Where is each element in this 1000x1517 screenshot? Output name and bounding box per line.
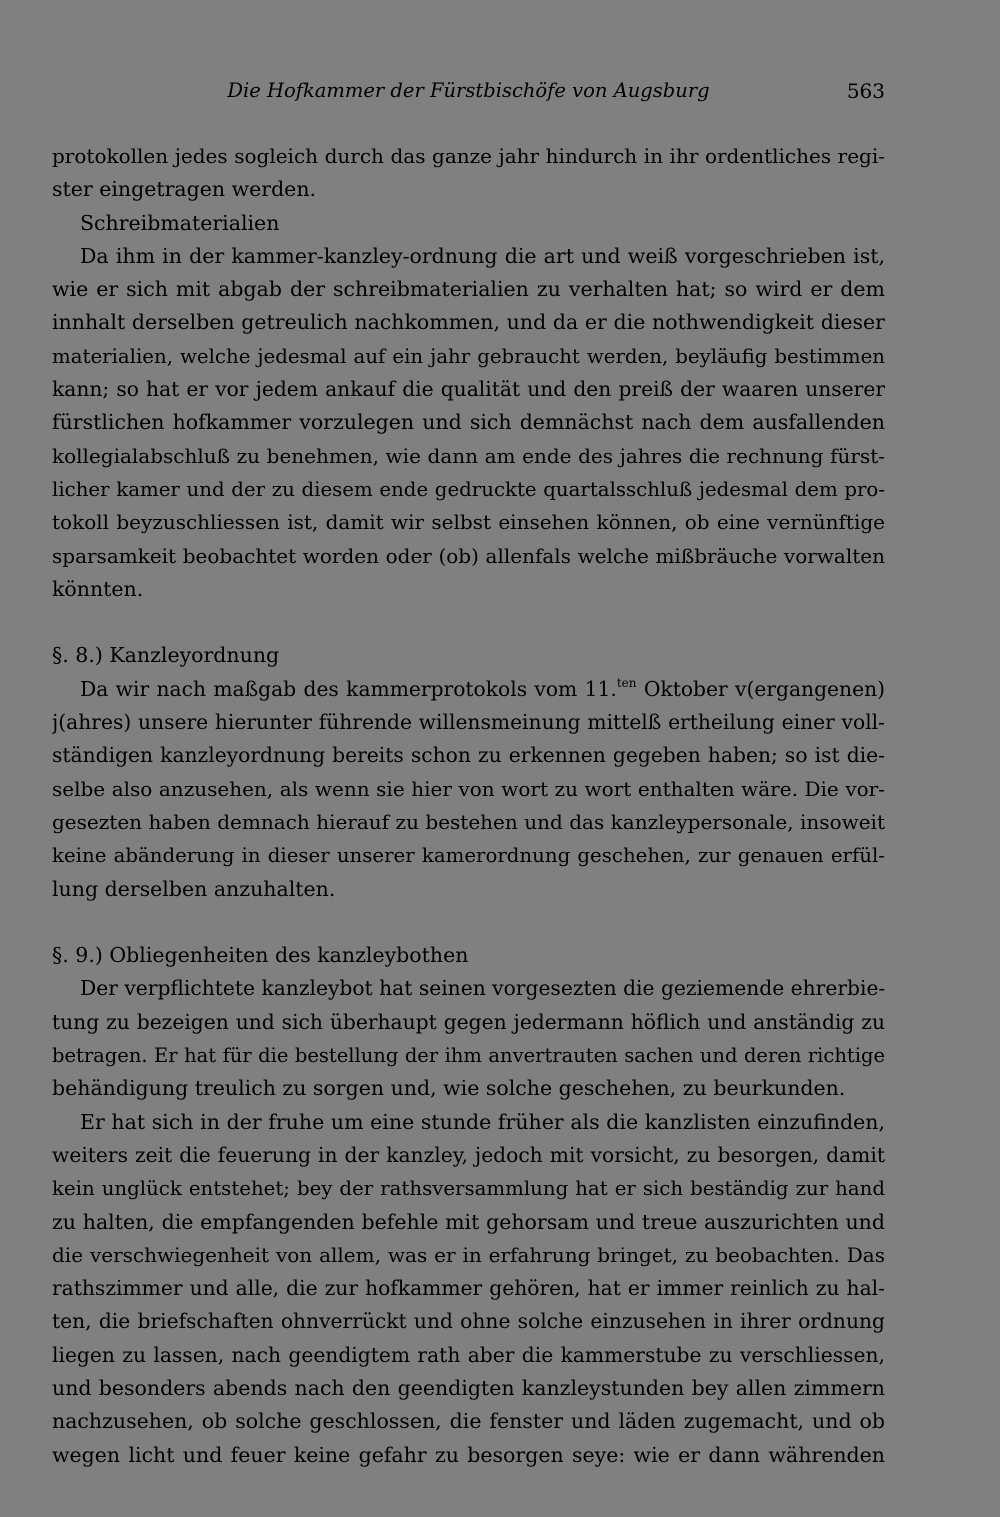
text-line: tokoll beyzuschliessen ist, damit wir selbst einsehen können, ob eine vernünftige xyxy=(52,510,885,535)
text-line: Der verpflichtete kanzleybot hat seinen vorgesezten die geziemende ehrerbie- xyxy=(80,976,885,1001)
page-number: 563 xyxy=(846,79,885,103)
text-line: nachzusehen, ob solche geschlossen, die fenster und läden zugemacht, und ob xyxy=(52,1409,885,1434)
text-line: rathszimmer und alle, die zur hofkammer gehören, hat er immer reinlich zu hal- xyxy=(52,1276,885,1301)
text-line: materialien, welche jedesmal auf ein jahr gebraucht werden, beyläufig bestimmen xyxy=(52,344,885,368)
running-title: Die Hofkammer der Fürstbischöfe von Augsburg xyxy=(227,79,710,102)
text-line: j(ahres) unsere hierunter führende willensmeinung mittelß ertheilung einer voll- xyxy=(52,710,885,735)
text-line: Da ihm in der kammer-kanzley-ordnung die art und weiß vorgeschrieben ist, xyxy=(80,243,885,268)
text-line: selbe also anzusehen, als wenn sie hier von wort zu wort enthalten wäre. Die vor- xyxy=(52,776,885,801)
text-fragment: Da wir nach maßgab des kammerprotokols vom 11. xyxy=(80,676,617,701)
text-line: kollegialabschluß zu benehmen, wie dann am ende des jahres die rechnung fürst- xyxy=(52,443,885,468)
paragraph-gap xyxy=(52,906,885,939)
section-heading-kanzleybothen: §. 9.) Obliegenheiten des kanzleybothen xyxy=(52,943,469,968)
text-line: weiters zeit die feuerung in der kanzley, jedoch mit vorsicht, zu besorgen, damit xyxy=(52,1142,885,1167)
text-fragment: Oktober v(ergangenen) xyxy=(636,676,885,701)
text-line: ster eingetragen werden. xyxy=(52,177,317,202)
text-line: ständigen kanzleyordnung bereits schon zu erkennen gegeben haben; so ist die- xyxy=(52,743,885,768)
text-line: licher kamer und der zu diesem ende gedruckte quartalsschluß jedesmal dem pro- xyxy=(52,477,885,501)
text-line: wegen licht und feuer keine gefahr zu besorgen seye: wie er dann währenden xyxy=(52,1442,885,1467)
text-line: die verschwiegenheit von allem, was er in erfahrung bringet, zu beobachten. Das xyxy=(52,1242,885,1267)
superscript: ten xyxy=(616,675,637,690)
text-line: fürstlichen hofkammer vorzulegen und sich demnächst nach dem ausfallenden xyxy=(52,410,885,435)
section-heading-kanzleyordnung: §. 8.) Kanzleyordnung xyxy=(52,643,280,668)
text-line: ten, die briefschaften ohnverrückt und ohne solche einzusehen in ihrer ordnung xyxy=(52,1309,885,1334)
text-line: protokollen jedes sogleich durch das ganze jahr hindurch in ihr ordentliches regi- xyxy=(52,144,885,168)
text-line: wie er sich mit abgab der schreibmaterialien zu verhalten hat; so wird er dem xyxy=(52,277,885,302)
text-line xyxy=(52,673,885,706)
paragraph-gap xyxy=(52,606,885,639)
text-line: könnten. xyxy=(52,576,144,601)
text-line: sparsamkeit beobachtet worden oder (ob) allenfals welche mißbräuche vorwalten xyxy=(52,543,885,568)
text-line: kann; so hat er vor jedem ankauf die qualität und den preiß der waaren unserer xyxy=(52,377,885,402)
text-line: lung derselben anzuhalten. xyxy=(52,876,336,901)
section-heading-schreibmaterialien: Schreibmaterialien xyxy=(80,210,280,235)
text-line: kein unglück entstehet; bey der rathsversammlung hat er sich beständig zur hand xyxy=(52,1177,885,1201)
text-line: tung zu bezeigen und sich überhaupt gegen jedermann höflich und anständig zu xyxy=(52,1009,885,1034)
page-header xyxy=(52,76,885,106)
text-line: gesezten haben demnach hierauf zu bestehen und das kanzleypersonale, insoweit xyxy=(52,809,885,834)
text-line: Er hat sich in der fruhe um eine stunde früher als die kanzlisten einzufinden, xyxy=(80,1109,885,1134)
text-line: behändigung treulich zu sorgen und, wie solche geschehen, zu beurkunden. xyxy=(52,1076,846,1101)
body-text xyxy=(52,140,885,1472)
text-line: keine abänderung in dieser unserer kamerordnung geschehen, zur genauen erfül- xyxy=(52,844,885,868)
text-line: innhalt derselben getreulich nachkommen, und da er die nothwendigkeit dieser xyxy=(52,310,885,335)
text-line: zu halten, die empfangenden befehle mit gehorsam und treue auszurichten und xyxy=(52,1209,885,1234)
text-line: betragen. Er hat für die bestellung der ihm anvertrauten sachen und deren richtige xyxy=(52,1044,885,1068)
text-line: liegen zu lassen, nach geendigtem rath aber die kammerstube zu verschliessen, xyxy=(52,1342,885,1367)
text-line: und besonders abends nach den geendigten kanzleystunden bey allen zimmern xyxy=(52,1375,885,1400)
